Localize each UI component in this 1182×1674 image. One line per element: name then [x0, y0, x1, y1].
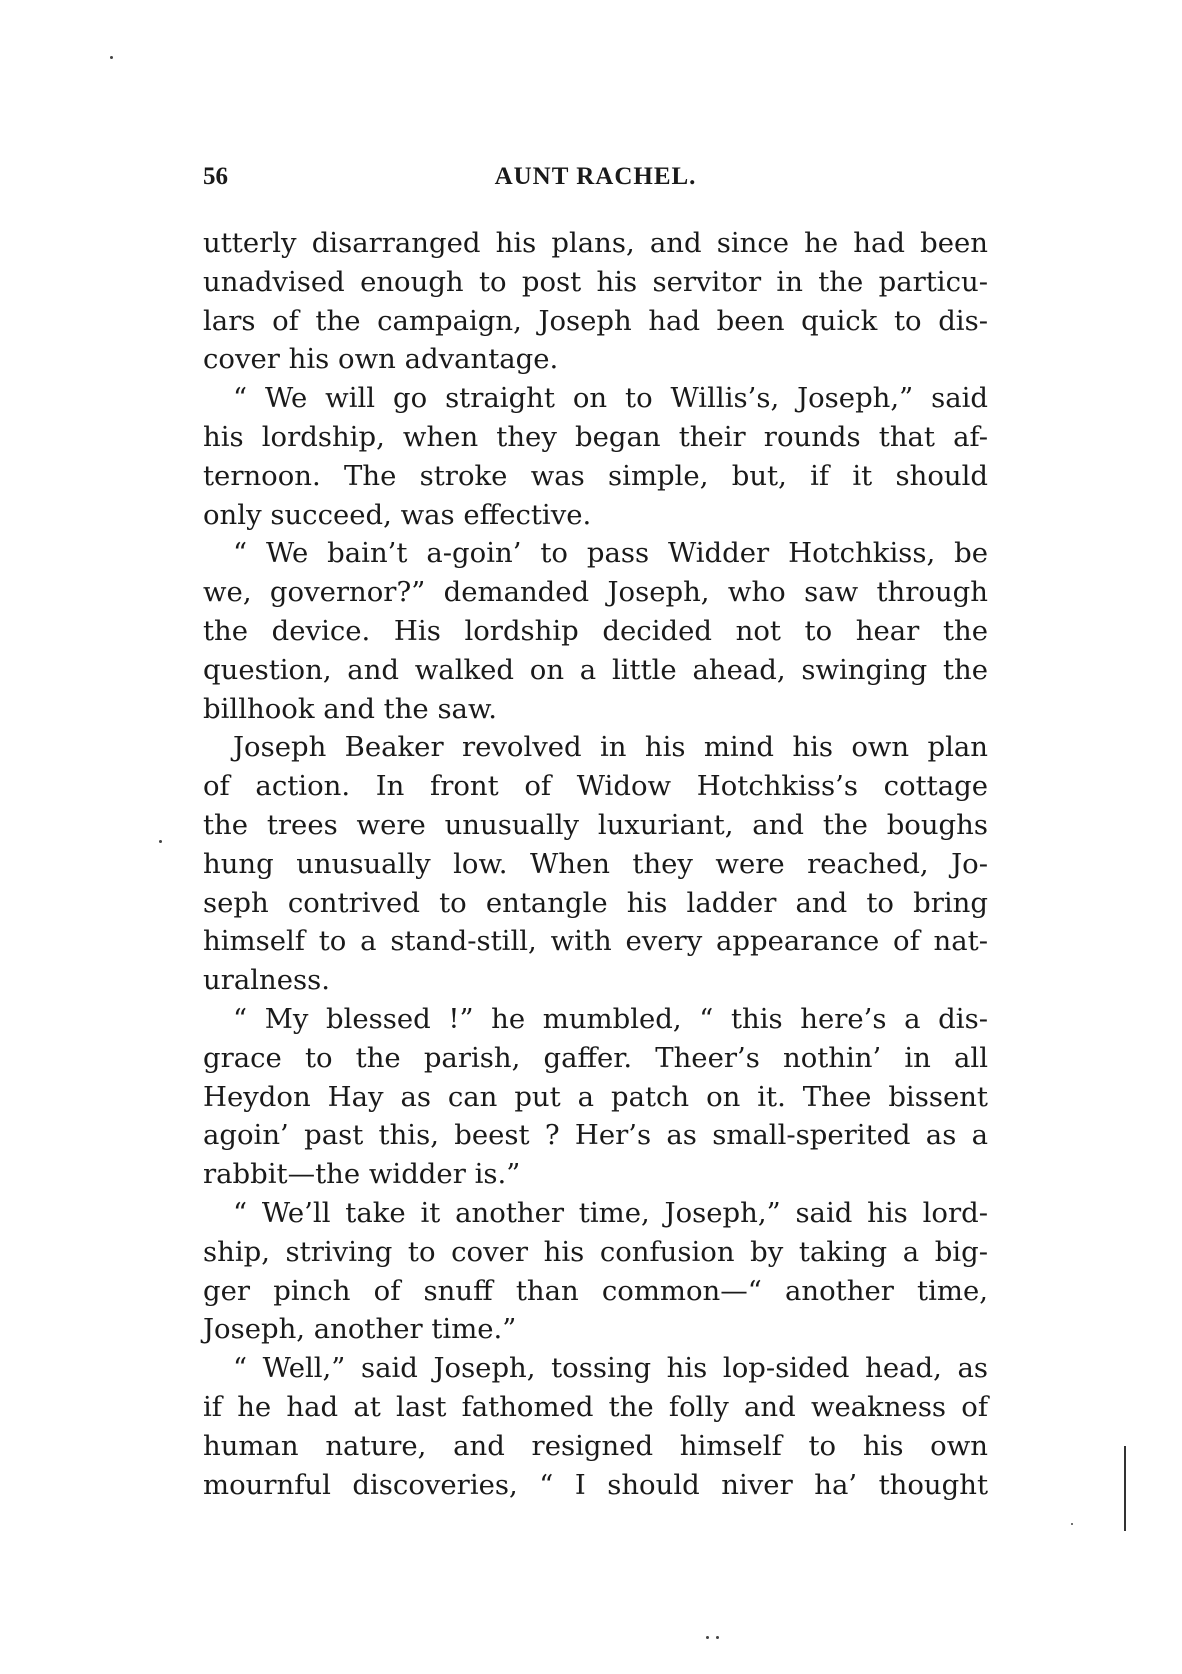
- scan-edge-mark: [1124, 1446, 1126, 1531]
- text-line: Joseph Beaker revolved in his mind his own plan: [233, 731, 988, 764]
- text-line: uralness.: [203, 964, 330, 997]
- text-line: seph contrived to entangle his ladder and to bring: [203, 886, 988, 919]
- scan-speck: [716, 1636, 719, 1639]
- running-title: AUNT RACHEL.: [494, 163, 697, 190]
- text-line: unadvised enough to post his servitor in the particu-: [203, 265, 988, 298]
- text-line: ternoon. The stroke was simple, but, if it should: [203, 459, 988, 492]
- text-line: lars of the campaign, Joseph had been quick to dis-: [203, 304, 988, 337]
- text-line: his lordship, when they began their rounds that af-: [203, 420, 988, 453]
- text-line: grace to the parish, gaffer. Theer’s nothin’ in all: [203, 1041, 988, 1074]
- text-line: we, governor?” demanded Joseph, who saw through: [203, 576, 988, 609]
- running-head: [203, 163, 988, 203]
- text-line: “ Well,” said Joseph, tossing his lop-sided head, as: [233, 1352, 988, 1385]
- text-line: utterly disarranged his plans, and since he had been: [203, 227, 988, 259]
- text-line: if he had at last fathomed the folly and weakness of: [203, 1390, 988, 1423]
- text-line: “ We will go straight on to Willis’s, Joseph,” said: [233, 382, 988, 415]
- text-line: question, and walked on a little ahead, swinging the: [203, 653, 988, 686]
- text-line: ship, striving to cover his confusion by taking a big-: [203, 1235, 988, 1268]
- text-line: billhook and the saw.: [203, 692, 497, 725]
- text-line: rabbit—the widder is.”: [203, 1158, 521, 1191]
- body-text: [203, 224, 988, 1504]
- text-line: the trees were unusually luxuriant, and the boughs: [203, 808, 988, 841]
- page-number: 56: [203, 163, 228, 190]
- text-line: “ We bain’t a-goin’ to pass Widder Hotchkiss, be: [233, 537, 988, 570]
- scan-speck: [706, 1636, 709, 1639]
- text-line: cover his own advantage.: [203, 343, 559, 376]
- text-line: mournful discoveries, “ I should niver ha’ thought: [203, 1468, 988, 1501]
- text-line: only succeed, was effective.: [203, 498, 592, 531]
- scan-speck: [110, 56, 113, 59]
- text-line: agoin’ past this, beest ? Her’s as small-sperited as a: [203, 1119, 988, 1152]
- text-line: “ We’ll take it another time, Joseph,” said his lord-: [233, 1196, 988, 1229]
- text-line: “ My blessed !” he mumbled, “ this here’s a dis-: [233, 1002, 988, 1035]
- text-line: the device. His lordship decided not to hear the: [203, 614, 988, 647]
- text-line: human nature, and resigned himself to his own: [203, 1429, 988, 1462]
- text-line: of action. In front of Widow Hotchkiss’s cottage: [203, 770, 988, 803]
- text-line: ger pinch of snuff than common—“ another time,: [203, 1274, 988, 1307]
- text-line: hung unusually low. When they were reached, Jo-: [203, 847, 988, 880]
- scan-speck: [1071, 1523, 1073, 1525]
- scan-speck: [159, 840, 162, 843]
- text-line: Joseph, another time.”: [203, 1313, 517, 1346]
- text-line: Heydon Hay as can put a patch on it. Thee bissent: [203, 1080, 988, 1113]
- text-line: himself to a stand-still, with every appearance of nat-: [203, 925, 988, 958]
